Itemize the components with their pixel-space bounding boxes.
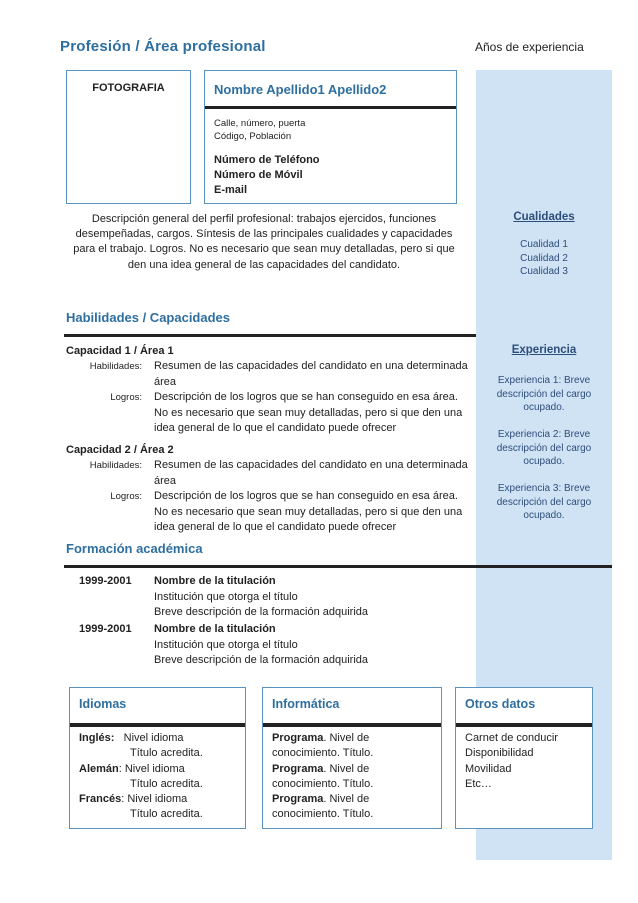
institution: Institución que otorga el título xyxy=(154,638,298,651)
education-entry xyxy=(154,574,454,621)
program-detail: conocimiento. Título. xyxy=(272,777,374,790)
mobile-number: Número de Móvil xyxy=(214,169,303,181)
computing-box xyxy=(262,687,442,829)
education-description: Breve descripción de la formación adquirida xyxy=(154,606,369,618)
email: E-mail xyxy=(214,184,248,196)
program-item xyxy=(272,731,373,746)
experience-item: Experiencia 1: Breve descripción del cargo ocupado. xyxy=(496,375,592,413)
skills-text: Resumen de las capacidades del candidato en una determinada área xyxy=(154,459,468,487)
divider xyxy=(70,723,245,727)
program-name: Programa xyxy=(272,732,324,744)
experience-item: Experiencia 2: Breve descripción del cargo ocupado. xyxy=(496,429,592,467)
address-line: Calle, número, puerta xyxy=(214,118,306,129)
program-level: . Nivel de xyxy=(323,793,370,806)
program-detail: conocimiento. Título. xyxy=(272,747,374,760)
qualities-list xyxy=(490,238,598,279)
achievements-label: Logros: xyxy=(110,491,142,502)
language-name: Francés xyxy=(79,793,122,806)
education-years: 1999-2001 xyxy=(79,623,132,635)
language-item xyxy=(79,792,203,807)
education-title: Formación académica xyxy=(66,541,203,556)
photo-label: FOTOGRAFIA xyxy=(92,82,165,94)
language-level: : Nivel idioma xyxy=(118,762,185,775)
other-data-item: Movilidad xyxy=(465,762,512,775)
language-item xyxy=(79,762,203,777)
experience-title: Experiencia xyxy=(511,344,577,356)
skills-text: Resumen de las capacidades del candidato en una determinada área xyxy=(154,360,468,388)
program-name: Programa xyxy=(272,762,324,775)
education-description: Breve descripción de la formación adquirida xyxy=(154,654,369,666)
computing-title: Informática xyxy=(272,697,340,711)
section-divider xyxy=(64,565,612,568)
languages-list xyxy=(79,731,203,823)
section-divider xyxy=(64,334,476,337)
language-name: Alemán xyxy=(79,762,119,775)
address-line: Código, Población xyxy=(214,131,292,142)
language-cert: Título acredita. xyxy=(130,808,203,821)
program-detail: conocimiento. Título. xyxy=(272,808,374,821)
language-name: Inglés: xyxy=(79,732,115,744)
capability-title: Capacidad 2 / Área 2 xyxy=(66,444,174,456)
capability-title: Capacidad 1 / Área 1 xyxy=(66,345,174,357)
achievements-text: Descripción de los logros que se han conseguido en esa área. No es necesario que sean muy detalladas, pero si que den una idea general de lo que el candidato puede ofrecer xyxy=(154,391,463,434)
other-data-box xyxy=(455,687,593,829)
address xyxy=(214,117,305,143)
profile-description: Descripción general del perfil profesional: trabajos ejercidos, funciones desempeñadas, cargos. Síntesis de las principales cualidades y capacidades para el trabajo. Logros. No es necesario que sean muy detalladas, pero si que den una idea general de las capacidades del candidato. xyxy=(73,213,455,271)
language-item xyxy=(79,731,203,746)
program-level: . Nivel de xyxy=(323,732,370,744)
quality-item: Cualidad 1 xyxy=(520,239,568,250)
divider xyxy=(456,723,592,727)
program-name: Programa xyxy=(272,793,324,806)
divider xyxy=(263,723,441,727)
other-data-item: Etc… xyxy=(465,777,492,790)
program-item xyxy=(272,762,373,777)
other-data-item: Carnet de conducir xyxy=(465,732,558,744)
photo-placeholder xyxy=(66,70,191,204)
education-years: 1999-2001 xyxy=(79,575,132,587)
skills-label: Habilidades: xyxy=(89,361,142,372)
page-title: Profesión / Área profesional xyxy=(60,38,266,55)
other-data-title: Otros datos xyxy=(465,697,536,711)
experience-item: Experiencia 3: Breve descripción del cargo ocupado. xyxy=(496,483,592,521)
other-data-list xyxy=(465,731,558,792)
language-level: Nivel idioma xyxy=(123,732,184,744)
language-cert: Título acredita. xyxy=(130,777,203,790)
quality-item: Cualidad 3 xyxy=(520,266,568,277)
other-data-item: Disponibilidad xyxy=(465,747,534,760)
skills-label: Habilidades: xyxy=(89,460,142,471)
language-level: : Nivel idioma xyxy=(121,793,188,806)
personal-info-box xyxy=(204,70,457,204)
degree-name: Nombre de la titulación xyxy=(154,623,276,635)
contact-info xyxy=(214,153,320,198)
languages-title: Idiomas xyxy=(79,697,127,711)
divider xyxy=(205,106,456,109)
education-entry xyxy=(154,622,454,669)
institution: Institución que otorga el título xyxy=(154,590,298,603)
qualities-title: Cualidades xyxy=(513,211,575,223)
computing-list xyxy=(272,731,373,823)
achievements-text: Descripción de los logros que se han conseguido en esa área. No es necesario que sean muy detalladas, pero si que den una idea general de lo que el candidato puede ofrecer xyxy=(154,490,463,533)
full-name: Nombre Apellido1 Apellido2 xyxy=(214,82,387,97)
skills-title: Habilidades / Capacidades xyxy=(66,310,231,325)
languages-box xyxy=(69,687,246,829)
program-item xyxy=(272,792,373,807)
quality-item: Cualidad 2 xyxy=(520,252,568,264)
language-cert: Título acredita. xyxy=(130,747,203,760)
phone-number: Número de Teléfono xyxy=(214,154,320,166)
years-of-experience: Años de experiencia xyxy=(475,40,584,54)
degree-name: Nombre de la titulación xyxy=(154,575,276,587)
program-level: . Nivel de xyxy=(323,762,370,775)
achievements-label: Logros: xyxy=(110,392,142,403)
